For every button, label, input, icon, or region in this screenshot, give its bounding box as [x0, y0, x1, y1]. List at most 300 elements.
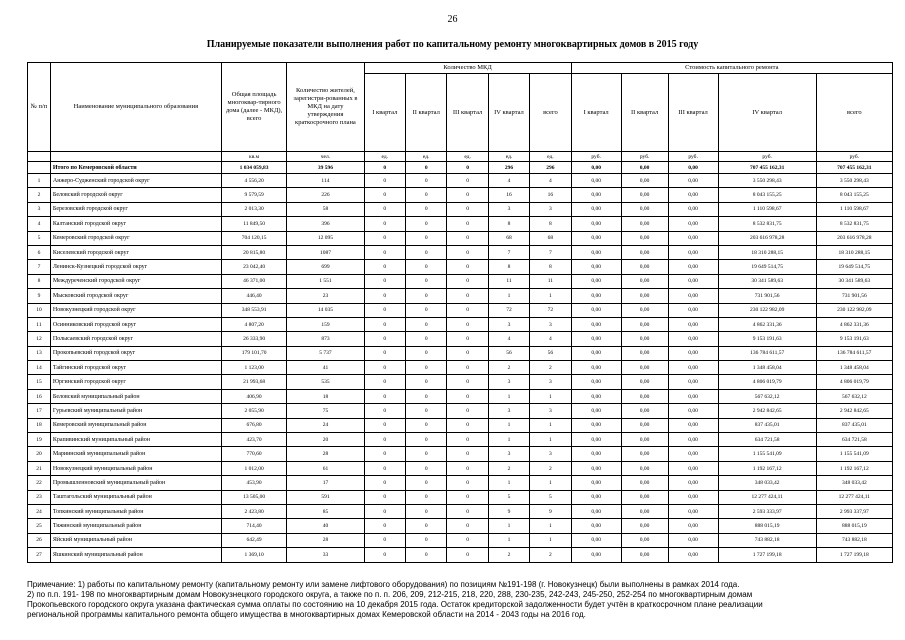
cost-q3-cell: 0,00: [668, 274, 718, 288]
cost-q3-cell: 0,00: [668, 174, 718, 188]
count-q4-cell: 8: [488, 260, 529, 274]
table-row: [28, 519, 893, 533]
cost-q1-cell: 0,00: [571, 476, 621, 490]
cost-q4-cell: 9 153 191,63: [718, 332, 816, 346]
residents-cell: 873: [287, 332, 364, 346]
units-cell: руб.: [571, 152, 621, 162]
count-q3-cell: 0: [447, 289, 488, 303]
count-q4-cell: 3: [488, 317, 529, 331]
municipality-name: Крапивинский муниципальный район: [50, 433, 221, 447]
area-cell: 179 101,70: [221, 346, 286, 360]
municipality-name: Промышленновский муниципальный район: [50, 476, 221, 490]
cost-q4-cell: 348 033,42: [718, 476, 816, 490]
cost-total-cell: 567 632,12: [816, 389, 892, 403]
cost-q2-cell: 0,00: [621, 433, 668, 447]
count-q2-cell: 0: [406, 476, 447, 490]
row-number: 14: [28, 361, 51, 375]
cost-q3-cell: 0,00: [668, 548, 718, 562]
total-cost-total: 707 455 162,31: [816, 162, 892, 174]
cost-total-cell: 3 550 298,43: [816, 174, 892, 188]
area-cell: 2 423,80: [221, 504, 286, 518]
count-q3-cell: 0: [447, 274, 488, 288]
count-q3-cell: 0: [447, 433, 488, 447]
count-q4-cell: 56: [488, 346, 529, 360]
count-q2-cell: 0: [406, 188, 447, 202]
total-cost-q4: 707 455 162,31: [718, 162, 816, 174]
cost-q3-cell: 0,00: [668, 418, 718, 432]
municipality-name: Междуреченский городской округ: [50, 274, 221, 288]
municipality-name: Тайгинский городской округ: [50, 361, 221, 375]
area-cell: 446,40: [221, 289, 286, 303]
cost-q1-cell: 0,00: [571, 404, 621, 418]
cost-q1-cell: 0,00: [571, 188, 621, 202]
area-cell: 26 333,90: [221, 332, 286, 346]
residents-cell: 85: [287, 504, 364, 518]
table-row: [28, 260, 893, 274]
cost-q2-cell: 0,00: [621, 346, 668, 360]
count-q4-cell: 9: [488, 504, 529, 518]
page-number: 26: [447, 14, 458, 25]
document-title: Планируемые показатели выполнения работ по капитальному ремонту многоквартирных домов в 2015 году: [206, 39, 699, 50]
row-number: 17: [28, 404, 51, 418]
count-q1-cell: 0: [364, 476, 405, 490]
units-cell: руб.: [668, 152, 718, 162]
table-row: [28, 245, 893, 259]
count-total-cell: 1: [530, 289, 571, 303]
cost-q2-cell: 0,00: [621, 260, 668, 274]
count-total-cell: 68: [530, 231, 571, 245]
units-cell: ед.: [530, 152, 571, 162]
cost-q2-cell: 0,00: [621, 548, 668, 562]
residents-cell: 33: [287, 548, 364, 562]
cost-total-cell: 30 341 589,63: [816, 274, 892, 288]
cost-q2-cell: 0,00: [621, 174, 668, 188]
cost-q3-cell: 0,00: [668, 461, 718, 475]
cost-q4-cell: 30 341 589,63: [718, 274, 816, 288]
cost-q2-cell: 0,00: [621, 389, 668, 403]
cost-q4-cell: 2 942 842,65: [718, 404, 816, 418]
cost-q4-cell: 2 593 333,97: [718, 504, 816, 518]
cost-q1-cell: 0,00: [571, 389, 621, 403]
cost-q3-cell: 0,00: [668, 188, 718, 202]
count-q1-cell: 0: [364, 260, 405, 274]
count-q3-cell: 0: [447, 332, 488, 346]
cost-total-cell: 348 033,42: [816, 476, 892, 490]
total-num-cell: [28, 162, 51, 174]
cost-total-cell: 136 784 611,57: [816, 346, 892, 360]
total-residents: 39 596: [287, 162, 364, 174]
count-q2-cell: 0: [406, 231, 447, 245]
count-q2-cell: 0: [406, 332, 447, 346]
units-cell: ед.: [406, 152, 447, 162]
residents-cell: 1087: [287, 245, 364, 259]
residents-cell: 699: [287, 260, 364, 274]
municipality-name: Новокузнецкий муниципальный район: [50, 461, 221, 475]
municipality-name: Топкинский муниципальный район: [50, 504, 221, 518]
table-row: [28, 217, 893, 231]
count-q3-cell: 0: [447, 490, 488, 504]
count-q4-cell: 68: [488, 231, 529, 245]
count-total-cell: 1: [530, 476, 571, 490]
residents-cell: 61: [287, 461, 364, 475]
cost-total-cell: 1 155 541,09: [816, 447, 892, 461]
count-q1-cell: 0: [364, 519, 405, 533]
row-number: 22: [28, 476, 51, 490]
count-total-cell: 1: [530, 519, 571, 533]
area-cell: 20 815,80: [221, 245, 286, 259]
table-row: [28, 490, 893, 504]
count-q3-cell: 0: [447, 188, 488, 202]
area-cell: 9 579,59: [221, 188, 286, 202]
table-row: [28, 404, 893, 418]
cost-total-cell: 731 901,56: [816, 289, 892, 303]
cost-q4-cell: 837 435,01: [718, 418, 816, 432]
cost-total-cell: 4 862 331,36: [816, 317, 892, 331]
header-group-count: Количество МКД: [364, 63, 571, 74]
row-number: 19: [28, 433, 51, 447]
cost-q2-cell: 0,00: [621, 404, 668, 418]
total-name: Итого по Кемеровской области: [50, 162, 221, 174]
count-q1-cell: 0: [364, 504, 405, 518]
count-q1-cell: 0: [364, 202, 405, 216]
table-row: [28, 548, 893, 562]
footnote-line: региональной программы капитального ремонта общего имущества в многоквартирных домах Кемеровской области на 2014 - 2043 годы на 2016 год.: [27, 610, 586, 619]
count-total-cell: 3: [530, 447, 571, 461]
count-total-cell: 1: [530, 418, 571, 432]
header-residents: Количество жителей, зарегистри-рованных в МКД на дату утверждения краткосрочного плана: [287, 63, 364, 152]
count-total-cell: 3: [530, 404, 571, 418]
municipality-name: Анжеро-Судженский городской округ: [50, 174, 221, 188]
cost-q1-cell: 0,00: [571, 433, 621, 447]
count-q2-cell: 0: [406, 289, 447, 303]
cost-q2-cell: 0,00: [621, 274, 668, 288]
table-row: [28, 303, 893, 317]
count-total-cell: 3: [530, 317, 571, 331]
cost-q3-cell: 0,00: [668, 389, 718, 403]
cost-q2-cell: 0,00: [621, 519, 668, 533]
residents-cell: 24: [287, 418, 364, 432]
area-cell: 1 123,00: [221, 361, 286, 375]
header-cost-q3: III квартал: [668, 74, 718, 152]
cost-q2-cell: 0,00: [621, 217, 668, 231]
count-q3-cell: 0: [447, 202, 488, 216]
cost-q2-cell: 0,00: [621, 332, 668, 346]
cost-q3-cell: 0,00: [668, 533, 718, 547]
cost-q3-cell: 0,00: [668, 361, 718, 375]
cost-q4-cell: 8 532 831,75: [718, 217, 816, 231]
row-number: 21: [28, 461, 51, 475]
cost-q4-cell: 3 550 298,43: [718, 174, 816, 188]
count-q1-cell: 0: [364, 174, 405, 188]
table-row: [28, 476, 893, 490]
cost-q2-cell: 0,00: [621, 447, 668, 461]
cost-q4-cell: 18 310 288,15: [718, 245, 816, 259]
cost-q1-cell: 0,00: [571, 504, 621, 518]
municipality-name: Ленинск-Кузнецкий городской округ: [50, 260, 221, 274]
area-cell: 406,90: [221, 389, 286, 403]
cost-total-cell: 634 721,58: [816, 433, 892, 447]
units-cell: руб.: [621, 152, 668, 162]
count-total-cell: 72: [530, 303, 571, 317]
count-q3-cell: 0: [447, 476, 488, 490]
cost-q1-cell: 0,00: [571, 303, 621, 317]
count-q2-cell: 0: [406, 274, 447, 288]
cost-q1-cell: 0,00: [571, 533, 621, 547]
count-q4-cell: 5: [488, 490, 529, 504]
cost-q1-cell: 0,00: [571, 202, 621, 216]
count-q3-cell: 0: [447, 260, 488, 274]
area-cell: 4 556,20: [221, 174, 286, 188]
cost-q4-cell: 4 806 019,79: [718, 375, 816, 389]
cost-q3-cell: 0,00: [668, 245, 718, 259]
units-cell: [28, 152, 51, 162]
count-q2-cell: 0: [406, 461, 447, 475]
header-name: Наименование муниципального образования: [50, 63, 221, 152]
table-row: [28, 174, 893, 188]
residents-cell: 58: [287, 202, 364, 216]
header-group-cost: Стоимость капитального ремонта: [571, 63, 892, 74]
municipality-name: Кемеровский городской округ: [50, 231, 221, 245]
cost-q2-cell: 0,00: [621, 361, 668, 375]
row-number: 15: [28, 375, 51, 389]
count-q2-cell: 0: [406, 533, 447, 547]
count-q3-cell: 0: [447, 303, 488, 317]
count-q3-cell: 0: [447, 231, 488, 245]
residents-cell: 14 035: [287, 303, 364, 317]
cost-q4-cell: 12 277 424,11: [718, 490, 816, 504]
cost-q3-cell: 0,00: [668, 476, 718, 490]
cost-q2-cell: 0,00: [621, 317, 668, 331]
header-count-total: всего: [530, 74, 571, 152]
row-number: 4: [28, 217, 51, 231]
count-q4-cell: 16: [488, 188, 529, 202]
residents-cell: 535: [287, 375, 364, 389]
cost-q1-cell: 0,00: [571, 332, 621, 346]
cost-q1-cell: 0,00: [571, 260, 621, 274]
cost-q1-cell: 0,00: [571, 174, 621, 188]
count-q1-cell: 0: [364, 461, 405, 475]
count-q1-cell: 0: [364, 289, 405, 303]
cost-q2-cell: 0,00: [621, 289, 668, 303]
count-q2-cell: 0: [406, 303, 447, 317]
row-number: 10: [28, 303, 51, 317]
total-cost-q2: 0,00: [621, 162, 668, 174]
count-q2-cell: 0: [406, 217, 447, 231]
municipality-name: Яйский муниципальный район: [50, 533, 221, 547]
count-q1-cell: 0: [364, 548, 405, 562]
count-q4-cell: 7: [488, 245, 529, 259]
municipality-name: Березовский городской округ: [50, 202, 221, 216]
residents-cell: 28: [287, 533, 364, 547]
count-q1-cell: 0: [364, 217, 405, 231]
row-number: 13: [28, 346, 51, 360]
area-cell: 4 807,20: [221, 317, 286, 331]
cost-total-cell: 1 727 199,18: [816, 548, 892, 562]
table-row: [28, 461, 893, 475]
count-q3-cell: 0: [447, 375, 488, 389]
count-q2-cell: 0: [406, 174, 447, 188]
cost-q1-cell: 0,00: [571, 346, 621, 360]
table-row: [28, 188, 893, 202]
table-row: [28, 346, 893, 360]
cost-q3-cell: 0,00: [668, 332, 718, 346]
count-q4-cell: 1: [488, 476, 529, 490]
municipality-name: Новокузнецкий городской округ: [50, 303, 221, 317]
area-cell: 2 013,30: [221, 202, 286, 216]
cost-q2-cell: 0,00: [621, 461, 668, 475]
area-cell: 714,40: [221, 519, 286, 533]
count-q2-cell: 0: [406, 519, 447, 533]
cost-q4-cell: 743 882,18: [718, 533, 816, 547]
cost-q1-cell: 0,00: [571, 548, 621, 562]
count-total-cell: 4: [530, 332, 571, 346]
municipality-name: Беловский городской округ: [50, 188, 221, 202]
cost-q2-cell: 0,00: [621, 245, 668, 259]
area-cell: 13 505,00: [221, 490, 286, 504]
count-total-cell: 8: [530, 217, 571, 231]
count-total-cell: 2: [530, 461, 571, 475]
cost-q3-cell: 0,00: [668, 490, 718, 504]
count-q3-cell: 0: [447, 361, 488, 375]
residents-cell: 41: [287, 361, 364, 375]
table-row: [28, 361, 893, 375]
area-cell: 770,60: [221, 447, 286, 461]
cost-total-cell: 230 122 982,09: [816, 303, 892, 317]
count-q3-cell: 0: [447, 447, 488, 461]
count-q2-cell: 0: [406, 433, 447, 447]
count-q4-cell: 1: [488, 289, 529, 303]
cost-q4-cell: 203 616 978,28: [718, 231, 816, 245]
count-q3-cell: 0: [447, 519, 488, 533]
residents-cell: 396: [287, 217, 364, 231]
residents-cell: 114: [287, 174, 364, 188]
row-number: 8: [28, 274, 51, 288]
row-number: 26: [28, 533, 51, 547]
count-q3-cell: 0: [447, 389, 488, 403]
cost-total-cell: 743 882,18: [816, 533, 892, 547]
cost-q3-cell: 0,00: [668, 433, 718, 447]
cost-q1-cell: 0,00: [571, 461, 621, 475]
count-q4-cell: 1: [488, 533, 529, 547]
cost-q4-cell: 1 192 167,12: [718, 461, 816, 475]
count-q2-cell: 0: [406, 346, 447, 360]
count-total-cell: 9: [530, 504, 571, 518]
count-q4-cell: 2: [488, 548, 529, 562]
cost-q2-cell: 0,00: [621, 303, 668, 317]
count-q3-cell: 0: [447, 533, 488, 547]
count-total-cell: 4: [530, 174, 571, 188]
count-q4-cell: 2: [488, 361, 529, 375]
table-row: [28, 504, 893, 518]
count-q1-cell: 0: [364, 303, 405, 317]
row-number: 2: [28, 188, 51, 202]
area-cell: 704 120,15: [221, 231, 286, 245]
row-number: 11: [28, 317, 51, 331]
count-q1-cell: 0: [364, 332, 405, 346]
cost-q2-cell: 0,00: [621, 504, 668, 518]
count-q1-cell: 0: [364, 389, 405, 403]
municipality-name: Таштагольский муниципальный район: [50, 490, 221, 504]
count-q2-cell: 0: [406, 361, 447, 375]
residents-cell: 226: [287, 188, 364, 202]
cost-q3-cell: 0,00: [668, 289, 718, 303]
cost-q1-cell: 0,00: [571, 217, 621, 231]
residents-cell: 591: [287, 490, 364, 504]
count-q2-cell: 0: [406, 245, 447, 259]
row-number: 18: [28, 418, 51, 432]
total-count-q4: 296: [488, 162, 529, 174]
count-q3-cell: 0: [447, 418, 488, 432]
residents-cell: 17: [287, 476, 364, 490]
count-total-cell: 1: [530, 433, 571, 447]
cost-q4-cell: 888 015,19: [718, 519, 816, 533]
count-q2-cell: 0: [406, 202, 447, 216]
cost-q1-cell: 0,00: [571, 361, 621, 375]
table-row: [28, 274, 893, 288]
cost-q1-cell: 0,00: [571, 317, 621, 331]
count-q4-cell: 11: [488, 274, 529, 288]
cost-total-cell: 9 153 191,63: [816, 332, 892, 346]
total-count-q3: 0: [447, 162, 488, 174]
count-total-cell: 3: [530, 375, 571, 389]
row-number: 12: [28, 332, 51, 346]
cost-q2-cell: 0,00: [621, 188, 668, 202]
cost-q4-cell: 1 348 458,04: [718, 361, 816, 375]
area-cell: 1 012,00: [221, 461, 286, 475]
total-count-q2: 0: [406, 162, 447, 174]
count-q3-cell: 0: [447, 317, 488, 331]
cost-q4-cell: 731 901,56: [718, 289, 816, 303]
total-cost-q3: 0,00: [668, 162, 718, 174]
count-q1-cell: 0: [364, 447, 405, 461]
cost-total-cell: 203 616 978,28: [816, 231, 892, 245]
units-cell: руб.: [718, 152, 816, 162]
table-row: [28, 231, 893, 245]
cost-total-cell: 1 348 458,04: [816, 361, 892, 375]
residents-cell: 28: [287, 447, 364, 461]
header-cost-q2: II квартал: [621, 74, 668, 152]
cost-q4-cell: 19 649 514,75: [718, 260, 816, 274]
table-row: [28, 447, 893, 461]
cost-q2-cell: 0,00: [621, 476, 668, 490]
cost-total-cell: 8 532 831,75: [816, 217, 892, 231]
row-number: 27: [28, 548, 51, 562]
count-q4-cell: 3: [488, 404, 529, 418]
count-total-cell: 16: [530, 188, 571, 202]
municipality-name: Киселевский городской округ: [50, 245, 221, 259]
count-q2-cell: 0: [406, 418, 447, 432]
row-number: 1: [28, 174, 51, 188]
cost-q3-cell: 0,00: [668, 519, 718, 533]
units-cell: ед.: [447, 152, 488, 162]
row-number: 9: [28, 289, 51, 303]
cost-q4-cell: 8 043 155,25: [718, 188, 816, 202]
table-row: [28, 202, 893, 216]
residents-cell: 75: [287, 404, 364, 418]
cost-q2-cell: 0,00: [621, 418, 668, 432]
residents-cell: 159: [287, 317, 364, 331]
municipality-name: Тяжинский муниципальный район: [50, 519, 221, 533]
cost-q3-cell: 0,00: [668, 231, 718, 245]
count-q1-cell: 0: [364, 404, 405, 418]
row-number: 23: [28, 490, 51, 504]
units-cell: чел.: [287, 152, 364, 162]
count-q2-cell: 0: [406, 260, 447, 274]
row-number: 16: [28, 389, 51, 403]
row-number: 25: [28, 519, 51, 533]
area-cell: 2 055,90: [221, 404, 286, 418]
header-cost-q1: I квартал: [571, 74, 621, 152]
